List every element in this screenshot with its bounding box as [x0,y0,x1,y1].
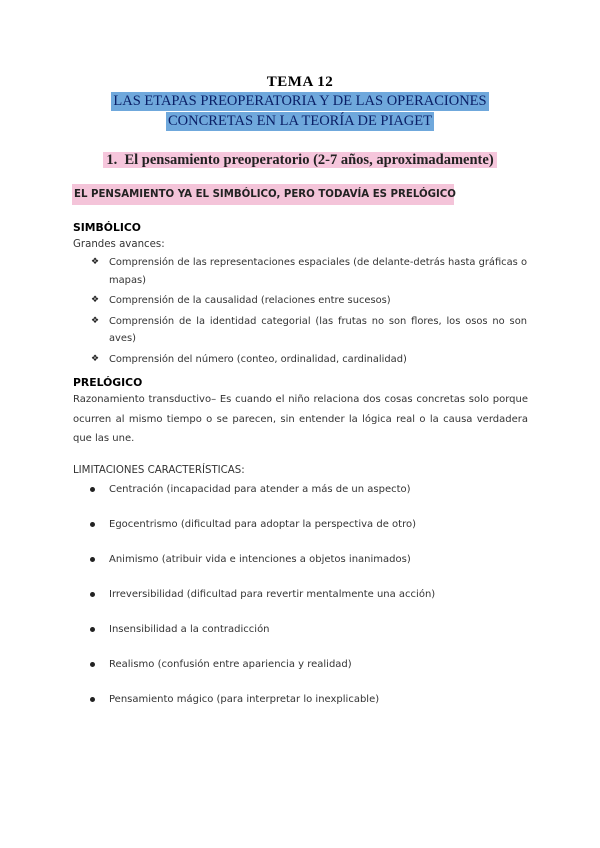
diamond-bullet-icon: ❖ [91,257,100,267]
diamond-bullet-icon: ❖ [91,295,100,305]
bullet-dot-icon [90,487,95,492]
list-item: Insensibilidad a la contradicción [90,623,435,658]
highlight-banner: EL PENSAMIENTO YA EL SIMBÓLICO, PERO TODAVÍA ES PRELÓGICO [72,184,454,205]
prelogico-paragraph: Razonamiento transductivo– Es cuando el niño relaciona dos cosas concretas solo porque ocurren al mismo tiempo o se parecen, sin entender la lógica real o la causa verdadera que las une. [73,394,528,444]
list-item: Irreversibilidad (dificultad para revertir mentalmente una acción) [90,588,435,623]
list-item: ❖ Comprensión de la causalidad (relaciones entre sucesos) [93,292,527,310]
list-item: ❖ Comprensión del número (conteo, ordinalidad, cardinalidad) [93,351,527,369]
bullet-dot-icon [90,627,95,632]
list-item: Animismo (atribuir vida e intenciones a objetos inanimados) [90,553,435,588]
section-heading [0,150,600,170]
page-title: TEMA 12 [266,74,334,90]
section-heading-text: 1. El pensamiento preoperatorio (2-7 años, aproximadamente) [103,152,496,168]
simbolico-heading: SIMBÓLICO [73,221,141,234]
bullet-dot-icon [90,592,95,597]
prelogico-heading: PRELÓGICO [73,376,143,389]
bullet-dot-icon [90,522,95,527]
subtitle-line-1: LAS ETAPAS PREOPERATORIA Y DE LAS OPERACIONES [113,93,487,109]
bullet-dot-icon [90,557,95,562]
simbolico-intro: Grandes avances: [73,239,165,250]
limits-list [90,483,435,728]
subtitle-line-2: CONCRETAS EN LA TEORÍA DE PIAGET [167,113,432,129]
list-item: Centración (incapacidad para atender a más de un aspecto) [90,483,435,518]
title-block [0,74,600,131]
bullet-dot-icon [90,697,95,702]
list-item: ❖ Comprensión de las representaciones espaciales (de delante-detrás hasta gráficas o mapas) [93,254,527,289]
list-item: Egocentrismo (dificultad para adoptar la perspectiva de otro) [90,518,435,553]
diamond-bullet-icon: ❖ [91,353,100,364]
list-item: ❖ Comprensión de la identidad categorial (las frutas no son flores, los osos no son aves) [93,313,527,348]
limits-heading: LIMITACIONES CARACTERÍSTICAS: [73,465,245,476]
list-item: Realismo (confusión entre apariencia y realidad) [90,658,435,693]
diamond-bullet-icon: ❖ [91,315,100,326]
bullet-dot-icon [90,662,95,667]
list-item: Pensamiento mágico (para interpretar lo inexplicable) [90,693,435,728]
simbolico-list [93,254,527,371]
